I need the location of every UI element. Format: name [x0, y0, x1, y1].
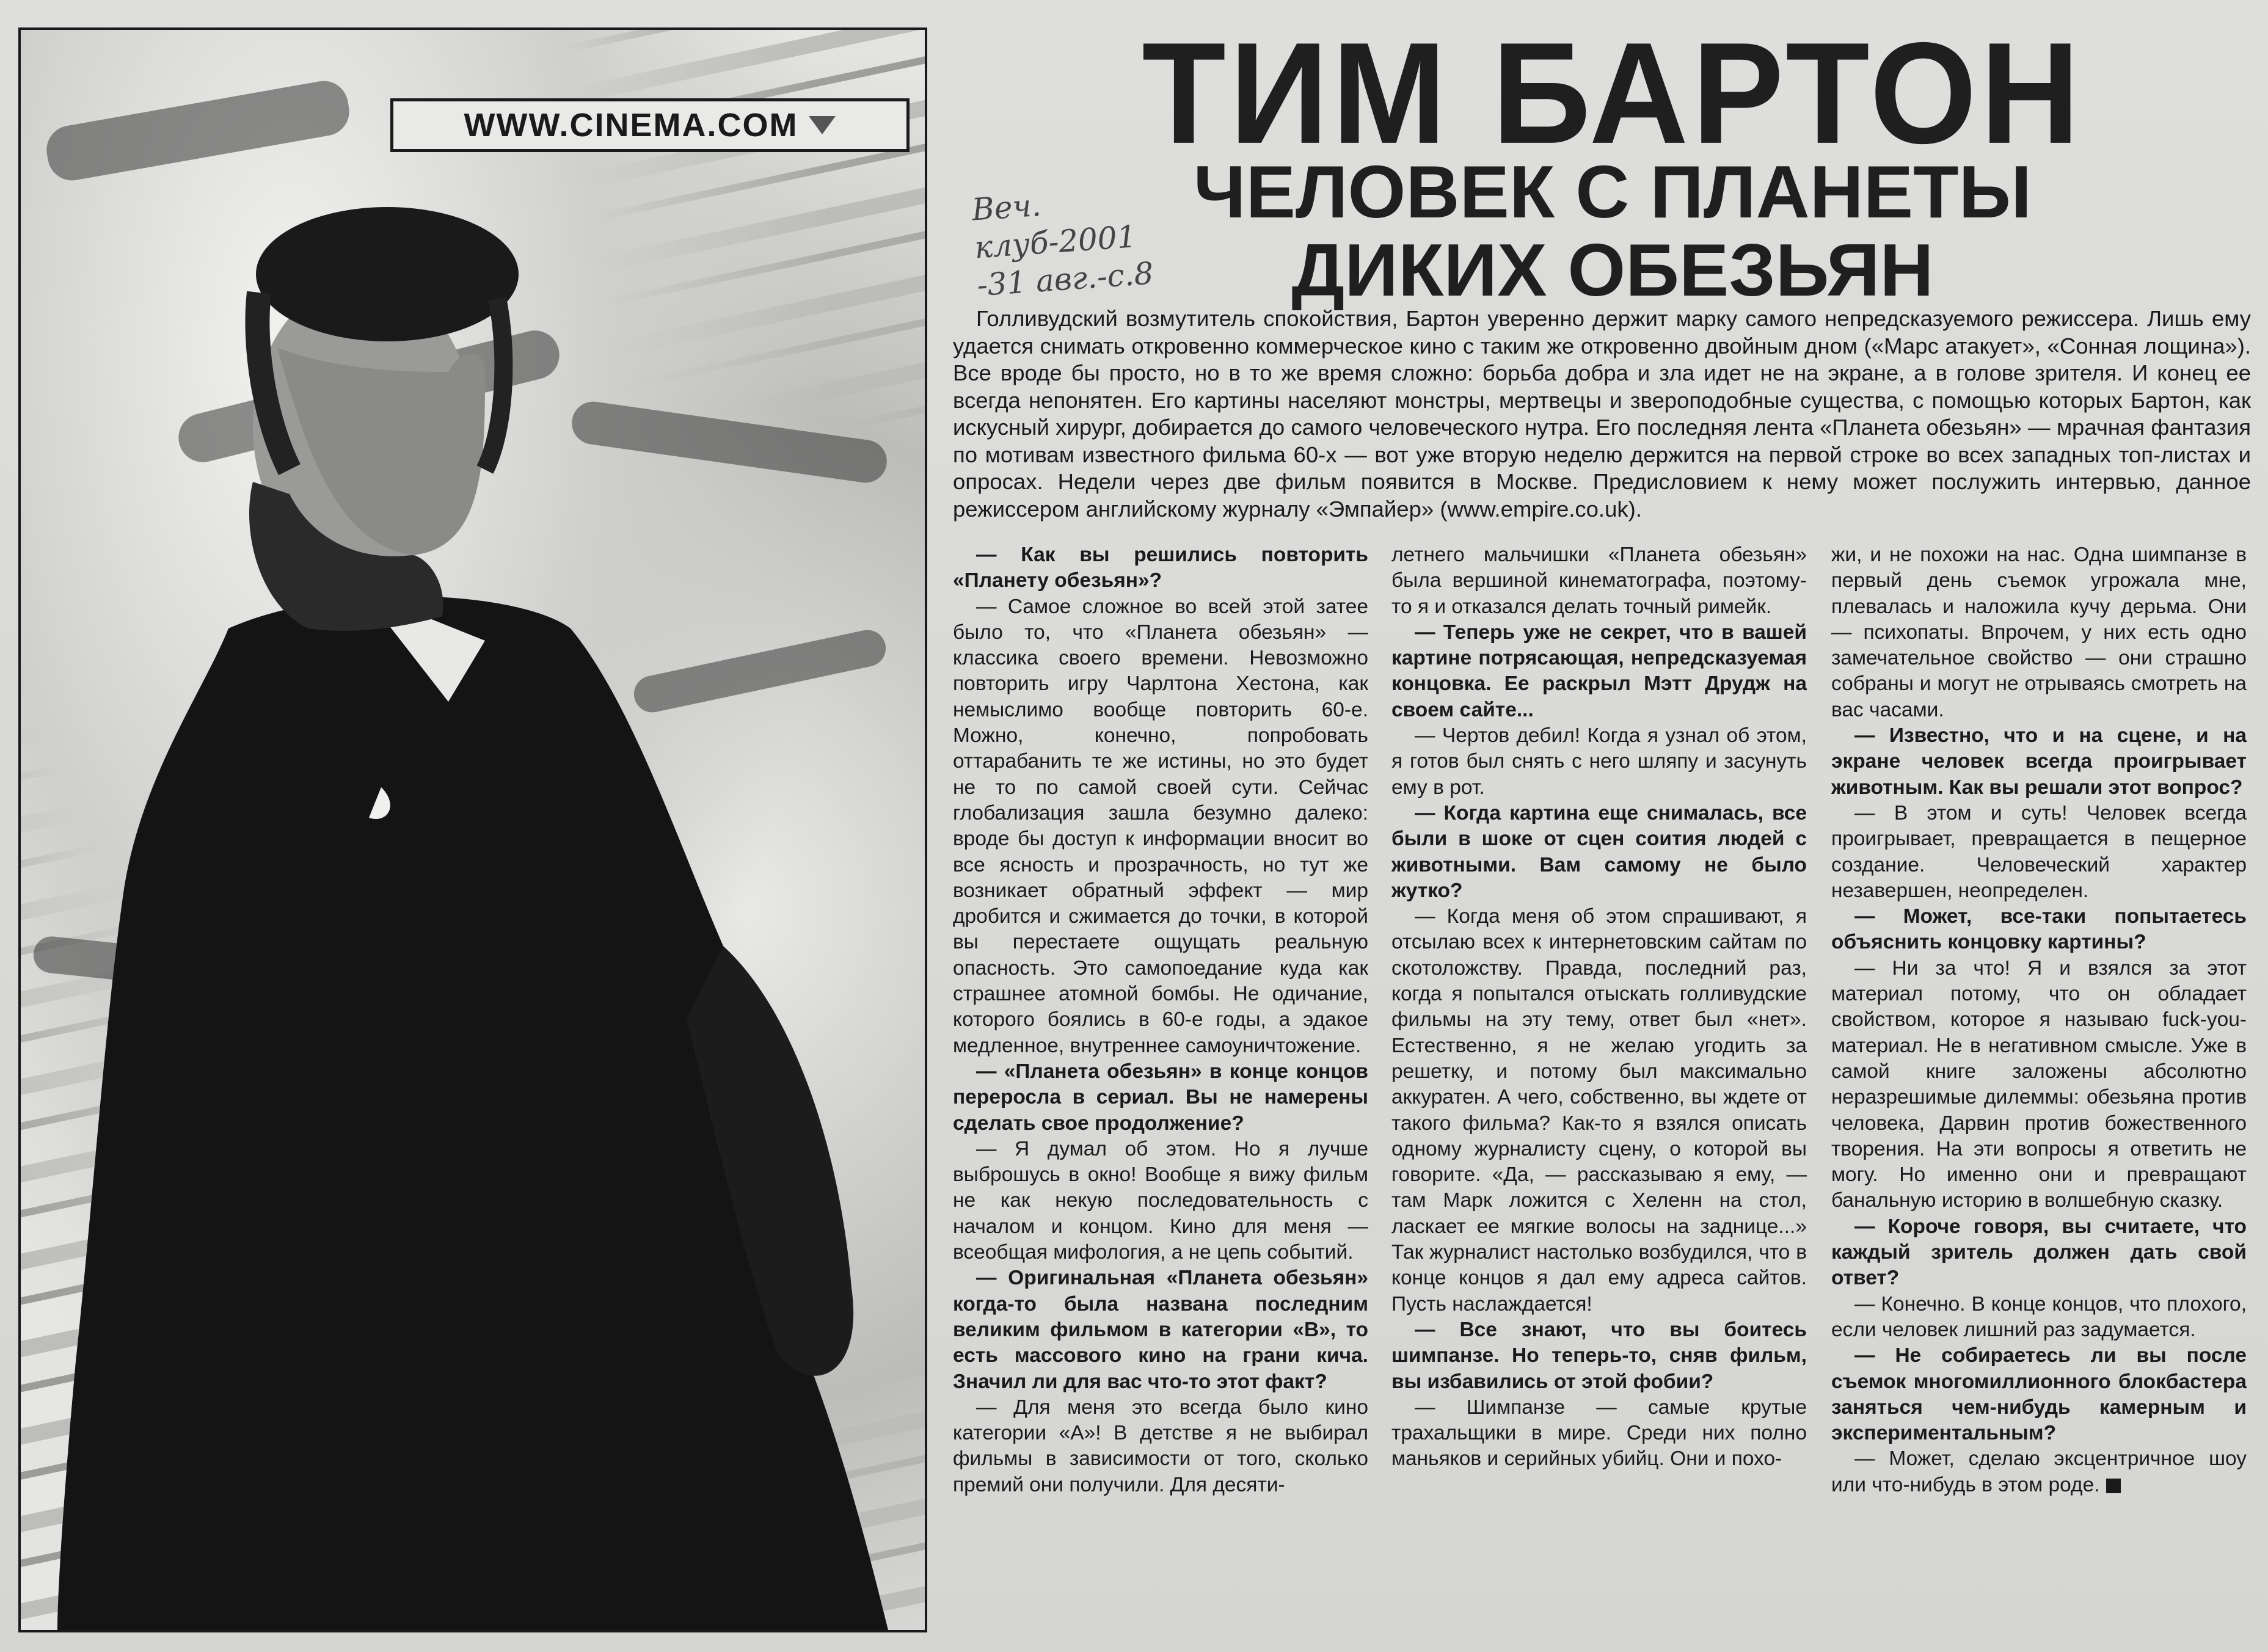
interview-answer: — В этом и суть! Человек всегда проигрывает, превращается в пещерное создание. Человеческий характер незавершен, неопределен. [1831, 801, 2247, 902]
interview-answer: — Для меня это всегда было кино категории «А»! В детстве я не выбирал фильмы в зависимости от того, сколько премий они получили. Для десяти- [953, 1395, 1368, 1496]
person-silhouette [21, 30, 925, 1630]
interview-answer: — Когда меня об этом спрашивают, я отсылаю всех к интернетовским сайтам по скотоложству. Правда, последний раз, когда я попытался отыскать голливудские фильмы на эту тему, ответ был «нет». Естественно, я не желаю угодить за решетку, и потому был максимально аккуратен. А чего, собственно, вы ждете от такого фильма? Как-то я взялся описать одному журналисту сцену, о которой вы говорите. «Да, — рассказываю я ему, — там Марк ложится с Хеленн на стол, ласкает ее мягкие волосы на заднице...» Так журналист настолько возбудился, что в конце концов я дал ему адреса сайтов. Пусть наслаждается! [1391, 905, 1807, 1315]
interview-question: — Когда картина еще снималась, все были в шоке от сцен соития людей с животными. Вам самому не было жутко? [1391, 801, 1807, 902]
article-column-3 [1831, 542, 2247, 1498]
interview-question: — Известно, что и на сцене, и на экране человек всегда проигрывает животным. Как вы решали этот вопрос? [1831, 724, 2247, 799]
interview-answer: — Ни за что! Я и взялся за этот материал потому, что он обладает свойством, которое я называю fuck-you-материал. Не в негативном смысле. Уже в самой книге заложены абсолютно неразрешимые дилеммы: обезьяна против человека, Дарвин против божественного творения. На эти вопросы я ответить не могу. Но именно они и превращают банальную историю в волшебную сказку. [1831, 956, 2247, 1212]
interview-answer: летнего мальчишки «Планета обезьян» была вершиной кинематографа, поэтому-то я и отказался делать точный римейк. [1391, 544, 1807, 618]
interview-question: — Оригинальная «Планета обезьян» когда-то была названа последним великим фильмом в категории «В», то есть массового кино на грани кича. Значил ли для вас что-то этот факт? [953, 1267, 1368, 1393]
interview-answer: — Шимпанзе — самые крутые трахальщики в мире. Среди них полно маньяков и серийных убийц. Они и похо- [1391, 1395, 1807, 1471]
interview-question: — Короче говоря, вы считаете, что каждый зритель должен дать свой ответ? [1831, 1215, 2247, 1290]
triangle-down-icon [809, 116, 836, 134]
interview-answer: — Может, сделаю эксцентричное шоу или что-нибудь в этом роде. [1831, 1447, 2247, 1496]
interview-answer: — Чертов дебил! Когда я узнал об этом, я готов был снять с него шляпу и засунуть ему в рот. [1391, 724, 1807, 799]
headline-subtitle [1093, 150, 2132, 311]
interview-answer: — Самое сложное во всей этой затее было то, что «Планета обезьян» — классика своего времени. Невозможно повторить игру Чарлтона Хестона, как немыслимо вообще повторить 60-е. Можно, конечно, попробовать оттарабанить те же истины, но это будет не то по самой своей сути. Сейчас глобализация зашла безумно далеко: вроде бы доступ к информации вносит во все ясность и прозрачность, но тут же возникает обратный эффект — мир дробится и сжимается до точки, в которой вы перестаете ощущать реальную опасность. Это самопоедание куда как страшнее атомной бомбы. Не одичание, которого боялись в 60-е годы, а эдакое медленное, внутреннее самоуничтожение. [953, 595, 1368, 1057]
interview-answer: жи, и не похожи на нас. Одна шимпанзе в первый день съемок угрожала мне, плевалась и наложила кучу дерьма. Они — психопаты. Впрочем, у них есть одно замечательное свойство — они страшно собраны и могут не отрываясь смотреть на вас часами. [1831, 544, 2247, 721]
interview-answer: — Я думал об этом. Но я лучше выброшусь в окно! Вообще я вижу фильм не как некую последовательность с началом и концом. Кино для меня — всеобщая мифология, а не цепь событий. [953, 1137, 1368, 1264]
interview-question: — Теперь уже не секрет, что в вашей картине потрясающая, непредсказуемая концовка. Ее раскрыл Мэтт Друдж на своем сайте... [1391, 620, 1807, 721]
subtitle-line-1: ЧЕЛОВЕК С ПЛАНЕТЫ [1193, 150, 2032, 233]
interview-question: — Как вы решились повторить «Планету обезьян»? [953, 544, 1368, 592]
portrait-photo [18, 27, 927, 1632]
lead-paragraph [953, 305, 2251, 523]
website-badge-text: WWW.CINEMA.COM [464, 107, 798, 144]
subtitle-line-2: ДИКИХ ОБЕЗЬЯН [1291, 228, 1934, 311]
interview-question: — Может, все-таки попытаетесь объяснить концовку картины? [1831, 905, 2247, 954]
interview-answer: — Конечно. В конце концов, что плохого, если человек лишний раз задумается. [1831, 1292, 2247, 1341]
headline-title: ТИМ БАРТОН [1142, 12, 2084, 174]
lead-text: Голливудский возмутитель спокойствия, Бартон уверенно держит марку самого непредсказуемого режиссера. Лишь ему удается снимать откровенно коммерческое кино с таким же откровенно двойным дном («Марс атакует», «Сонная лощина»). Все вроде бы просто, но в то же время сложно: борьба добра и зла идет не на экране, а в голове зрителя. И конец ее всегда непонятен. Его картины населяют монстры, мертвецы и звероподобные существа, с помощью которых Бартон, как искусный хирург, добирается до самого человеческого нутра. Его последняя лента «Планета обезьян» — мрачная фантазия по мотивам известного фильма 60-х — вот уже вторую неделю держится на первой строке во всех западных топ-листах и опросах. Недели через две фильм появится в Москве. Предисловием к нему может послужить интервью, данное режиссером английскому журналу «Эмпайер» (www.empire.co.uk). [953, 306, 2251, 522]
interview-question: — Не собираетесь ли вы после съемок многомиллионного блокбастера заняться чем-нибудь камерным и экспериментальным? [1831, 1344, 2247, 1445]
interview-question: — Все знают, что вы боитесь шимпанзе. Но теперь-то, сняв фильм, вы избавились от этой фобии? [1391, 1318, 1807, 1393]
website-badge [390, 98, 910, 152]
article-column-1 [953, 542, 1368, 1498]
interview-question: — «Планета обезьян» в конце концов переросла в сериал. Вы не намерены сделать свое продолжение? [953, 1060, 1368, 1135]
handwritten-note: Веч. клуб-2001 -31 авг.-с.8 [971, 187, 1155, 304]
article-column-2 [1391, 542, 1807, 1472]
end-of-article-mark [2106, 1479, 2121, 1493]
